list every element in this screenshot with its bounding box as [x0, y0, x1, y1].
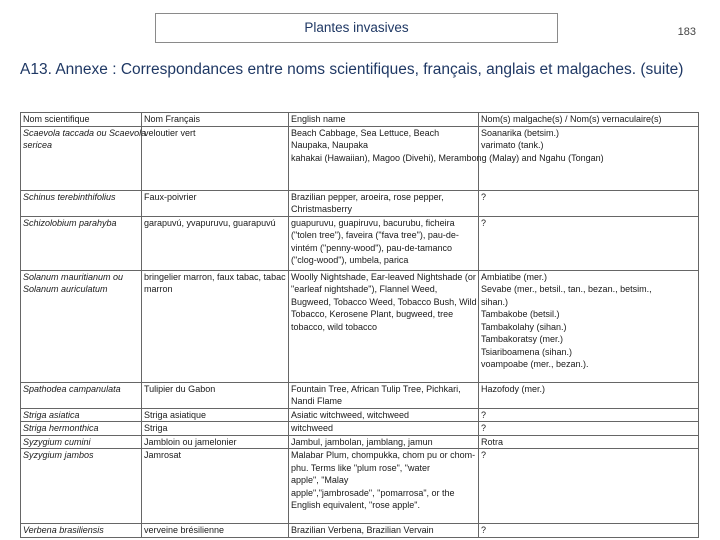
- cell-text-line: ("tolen tree"), faveira ("fava tree"), pau-de-: [291, 230, 459, 240]
- scientific-name-cell: [21, 422, 142, 436]
- cell-text-line: veloutier vert: [144, 127, 196, 138]
- french-name-cell: [142, 408, 289, 422]
- cell-text-line: Solanum mauritianum ou: [23, 271, 124, 282]
- scientific-name-cell: [21, 524, 142, 538]
- page-number: 183: [677, 26, 696, 38]
- column-header: Nom scientifique: [21, 113, 142, 127]
- cell-text-line: bringelier marron, faux tabac, tabac: [144, 271, 286, 282]
- cell-text-line: verveine brésilienne: [144, 525, 225, 535]
- column-header: Nom(s) malgache(s) / Nom(s) vernaculaire(s): [479, 113, 699, 127]
- french-name-cell: [142, 524, 289, 538]
- english-name-cell: [289, 408, 479, 422]
- column-header: English name: [289, 113, 479, 127]
- malagasy-name-cell: [479, 270, 699, 382]
- scientific-name-cell: [21, 216, 142, 270]
- cell-text-line: Tobacco, Kerosene Plant, bugweed, tree: [291, 309, 454, 319]
- cell-text-line: voampoabe (mer., bezan.).: [481, 359, 589, 369]
- cell-text-line: Tambakoratsy (mer.): [481, 334, 564, 344]
- cell-text-line: Striga hermonthica: [23, 423, 99, 433]
- english-name-cell: [289, 190, 479, 216]
- cell-text-line: Schinus terebinthifolius: [23, 191, 116, 202]
- table-row: [21, 422, 699, 436]
- cell-text-line: Spathodea campanulata: [23, 383, 121, 394]
- french-name-cell: [142, 190, 289, 216]
- cell-text-line: Jambul, jambolan, jamblang, jamun: [291, 436, 433, 447]
- cell-text-line: phu. Terms like "plum rose", "water: [291, 462, 430, 473]
- table-row: [21, 408, 699, 422]
- cell-text-line: Fountain Tree, African Tulip Tree, Pichkari,: [291, 383, 461, 394]
- cell-text-line: Jambloin ou jamelonier: [144, 436, 237, 447]
- cell-text-line: Striga asiatica: [23, 409, 80, 420]
- malagasy-name-cell: [479, 216, 699, 270]
- english-name-cell: [289, 382, 479, 408]
- malagasy-name-cell: [479, 382, 699, 408]
- scientific-name-cell: [21, 435, 142, 449]
- table-header-row: [21, 113, 699, 127]
- scientific-name-cell: [21, 270, 142, 382]
- cell-text-line: sericea: [23, 140, 53, 150]
- cell-text-line: guapuruvu, guapiruvu, bacurubu, ficheira: [291, 217, 455, 228]
- cell-text-line: tobacco, wild tobacco: [291, 321, 378, 332]
- english-name-cell: [289, 449, 479, 524]
- cell-text-line: apple","jambrosade", "pomarrosa", or the: [291, 487, 455, 498]
- cell-text-line: Rotra: [481, 436, 504, 447]
- french-name-cell: [142, 449, 289, 524]
- cell-text-line: Schizolobium parahyba: [23, 217, 117, 228]
- french-name-cell: [142, 422, 289, 436]
- cell-text-line: Striga: [144, 423, 168, 433]
- malagasy-name-cell: [479, 449, 699, 524]
- cell-text-line: Naupaka, Naupaka: [291, 140, 369, 150]
- cell-text-line: Christmasberry: [291, 204, 353, 214]
- cell-text-line: Syzygium jambos: [23, 450, 94, 460]
- english-name-cell: [289, 422, 479, 436]
- malagasy-name-cell: [479, 408, 699, 422]
- malagasy-name-cell: [479, 524, 699, 538]
- cell-text-line: apple", "Malay: [291, 475, 349, 485]
- scientific-name-cell: [21, 190, 142, 216]
- cell-text-line: ?: [481, 525, 487, 535]
- malagasy-name-cell: [479, 435, 699, 449]
- species-table: [20, 112, 699, 538]
- cell-text-line: Jamrosat: [144, 450, 182, 460]
- cell-text-line: Hazofody (mer.): [481, 383, 546, 394]
- cell-text-line: Striga asiatique: [144, 409, 207, 420]
- cell-text-line: ?: [481, 191, 487, 202]
- cell-text-line: Syzygium cumini: [23, 436, 91, 447]
- scientific-name-cell: [21, 382, 142, 408]
- malagasy-name-cell: [479, 422, 699, 436]
- cell-text-line: ?: [481, 423, 487, 433]
- cell-text-line: Bugweed, Tobacco Weed, Tobacco Bush, Wild: [291, 296, 477, 307]
- cell-text-line: marron: [144, 284, 173, 294]
- section-heading: A13. Annexe : Correspondances entre noms scientifiques, français, anglais et malgaches. (suite): [20, 61, 684, 78]
- english-name-cell: [289, 435, 479, 449]
- cell-text-line: Brazilian pepper, aroeira, rose pepper,: [291, 191, 444, 202]
- cell-text-line: English equivalent, "rose apple".: [291, 500, 420, 510]
- malagasy-name-cell: [479, 190, 699, 216]
- table-row: [21, 126, 699, 190]
- cell-text-line: Tambakolahy (sihan.): [481, 321, 567, 332]
- french-name-cell: [142, 435, 289, 449]
- scientific-name-cell: [21, 449, 142, 524]
- cell-text-line: ("clog-wood"), umbela, parica: [291, 255, 409, 265]
- cell-text-line: "earleaf nightshade"), Flannel Weed,: [291, 284, 438, 294]
- cell-text-line: Verbena brasiliensis: [23, 525, 104, 535]
- scientific-name-cell: [21, 408, 142, 422]
- cell-text-line: ?: [481, 217, 487, 228]
- cell-text-line: Solanum auriculatum: [23, 284, 108, 294]
- cell-text-line: Beach Cabbage, Sea Lettuce, Beach: [291, 127, 440, 138]
- cell-text-line: Malabar Plum, chompukka, chom pu or chom-: [291, 450, 476, 460]
- table-row: [21, 270, 699, 382]
- cell-text-line: ?: [481, 450, 487, 460]
- cell-text-line: Soanarika (betsim.): [481, 127, 560, 138]
- cell-text-line: Faux-poivrier: [144, 191, 197, 202]
- cell-text-line: Brazilian Verbena, Brazilian Vervain: [291, 525, 434, 535]
- cell-text-line: kahakai (Hawaiian), Magoo (Divehi), Merambong (Malay) and Ngahu (Tongan): [291, 152, 604, 163]
- french-name-cell: [142, 270, 289, 382]
- cell-text-line: Ambiatibe (mer.): [481, 271, 548, 282]
- cell-text-line: garapuvú, yvapuruvu, guarapuvú: [144, 217, 276, 228]
- cell-text-line: witchweed: [291, 423, 334, 433]
- cell-text-line: sihan.): [481, 296, 509, 307]
- cell-text-line: ?: [481, 409, 487, 420]
- cell-text-line: Tsiariboamena (sihan.): [481, 346, 573, 357]
- page-header-title: Plantes invasives: [155, 13, 558, 43]
- scientific-name-cell: [21, 126, 147, 190]
- table-row: [21, 449, 699, 524]
- french-name-cell: [142, 126, 289, 190]
- french-name-cell: [142, 216, 289, 270]
- table-row: [21, 435, 699, 449]
- table-row: [21, 216, 699, 270]
- table-row: [21, 190, 699, 216]
- table-row: [21, 524, 699, 538]
- cell-text-line: varimato (tank.): [481, 140, 544, 150]
- cell-text-line: Asiatic witchweed, witchweed: [291, 409, 410, 420]
- cell-text-line: Tambakobe (betsil.): [481, 309, 560, 319]
- cell-text-line: Sevabe (mer., betsil., tan., bezan., betsim.,: [481, 284, 652, 294]
- english-name-cell: [289, 524, 479, 538]
- cell-text-line: vintém ("penny-wood"), pau-de-tamanco: [291, 242, 452, 253]
- cell-text-line: Scaevola taccada ou Scaevola: [23, 127, 147, 138]
- cell-text-line: Nandi Flame: [291, 396, 343, 406]
- english-name-cell: [289, 216, 479, 270]
- cell-text-line: Woolly Nightshade, Ear-leaved Nightshade (or: [291, 271, 476, 282]
- table-row: [21, 382, 699, 408]
- species-table-body: [21, 113, 699, 538]
- column-header: Nom Français: [142, 113, 289, 127]
- english-name-cell: [289, 270, 479, 382]
- cell-text-line: Tulipier du Gabon: [144, 383, 216, 394]
- french-name-cell: [142, 382, 289, 408]
